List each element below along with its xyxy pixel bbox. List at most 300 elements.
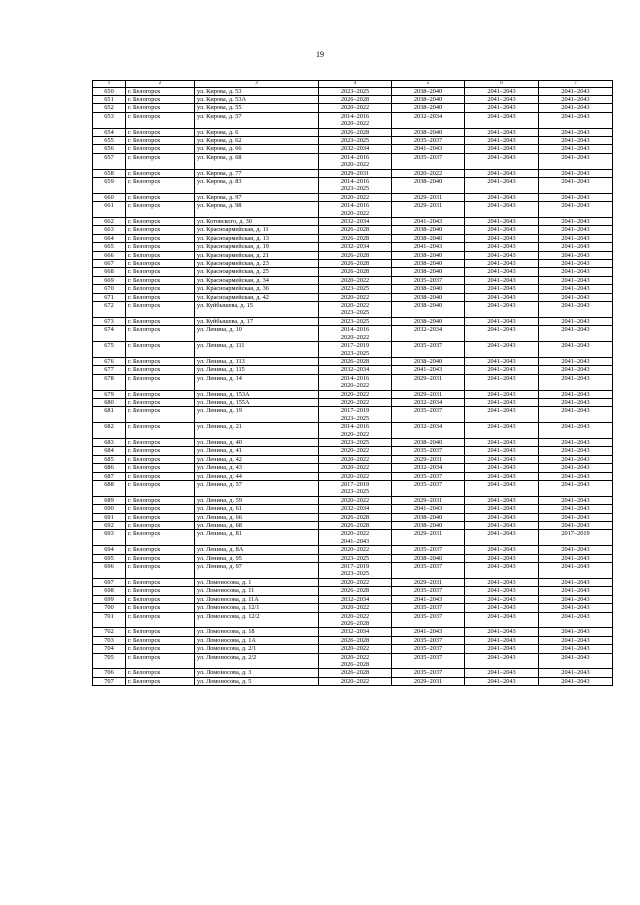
period-1-line: 2023–2025 [340,309,370,317]
address-cell: ул. Красноармейская, д. 34 [195,276,319,284]
period-1-line: 2032–2034 [340,218,370,225]
period-2-cell: 2041–2043 [392,366,465,374]
address-cell: ул. Красноармейская, д. 36 [195,285,319,293]
table-row [93,202,613,218]
period-3-cell: 2041–2043 [465,136,539,144]
address-cell: ул. Ломоносова, д. 11А [195,595,319,603]
period-3-cell: 2041–2043 [465,302,539,318]
row-number-cell: 690 [93,505,126,513]
period-2-cell: 2038–2040 [392,438,465,446]
row-number-cell: 691 [93,513,126,521]
city-cell: г. Белогорск [126,317,195,325]
city-cell: г. Белогорск [126,251,195,259]
period-3-cell: 2041–2043 [465,87,539,95]
column-number-5: 5 [392,81,465,88]
period-1-cell [319,563,392,579]
table-row [93,317,613,325]
row-number-cell: 688 [93,481,126,497]
city-cell: г. Белогорск [126,390,195,398]
row-number-cell: 676 [93,357,126,365]
period-2-cell: 2038–2040 [392,513,465,521]
column-number-1: 1 [93,81,126,88]
period-2-cell: 2038–2040 [392,177,465,193]
address-cell: ул. Красноармейская, д. 19 [195,243,319,251]
period-1-line: 2014–2016 [340,153,370,161]
period-4-cell: 2041–2043 [539,145,613,153]
address-cell: ул. Ленина, д. 43 [195,464,319,472]
period-1-line: 2026–2028 [340,268,370,276]
city-cell: г. Белогорск [126,260,195,268]
row-number-cell: 678 [93,374,126,390]
period-1-cell [319,578,392,586]
period-2-cell: 2035–2037 [392,276,465,284]
address-cell: ул. Кирова, д. 66 [195,145,319,153]
address-cell: ул. Ленина, д. 40 [195,438,319,446]
period-1-line: 2020–2022 [340,382,370,390]
row-number-cell: 664 [93,234,126,242]
city-cell: г. Белогорск [126,554,195,562]
table-row [93,251,613,259]
table-row [93,366,613,374]
city-cell: г. Белогорск [126,505,195,513]
period-1-line: 2014–2016 [340,177,370,185]
row-number-cell: 657 [93,153,126,169]
period-4-cell: 2041–2043 [539,136,613,144]
period-4-cell: 2041–2043 [539,587,613,595]
period-4-cell: 2041–2043 [539,645,613,653]
table-row [93,177,613,193]
period-1-line: 2020–2022 [340,398,370,406]
period-1-line: 2020–2022 [340,333,370,341]
period-3-cell: 2041–2043 [465,218,539,226]
table-row [93,293,613,301]
table-row [93,530,613,546]
period-4-cell: 2041–2043 [539,218,613,226]
address-cell: ул. Ломоносова, д. 1А [195,636,319,644]
period-1-cell [319,423,392,439]
period-4-cell: 2041–2043 [539,251,613,259]
city-cell: г. Белогорск [126,636,195,644]
period-4-cell: 2041–2043 [539,653,613,669]
period-2-cell: 2035–2037 [392,563,465,579]
period-1-cell [319,407,392,423]
city-cell: г. Белогорск [126,628,195,636]
city-cell: г. Белогорск [126,447,195,455]
table-row [93,595,613,603]
period-3-cell: 2041–2043 [465,595,539,603]
period-3-cell: 2041–2043 [465,390,539,398]
row-number-cell: 651 [93,95,126,103]
address-cell: ул. Ленина, д. 111 [195,342,319,358]
period-3-cell: 2041–2043 [465,645,539,653]
period-1-cell [319,112,392,128]
period-4-cell: 2041–2043 [539,366,613,374]
period-2-cell: 2035–2037 [392,447,465,455]
city-cell: г. Белогорск [126,481,195,497]
address-cell: ул. Ленина, д. 57 [195,481,319,497]
period-3-cell: 2041–2043 [465,513,539,521]
row-number-cell: 681 [93,407,126,423]
city-cell: г. Белогорск [126,587,195,595]
period-3-cell: 2041–2043 [465,604,539,612]
table-row [93,218,613,226]
row-number-cell: 684 [93,447,126,455]
period-1-cell [319,234,392,242]
address-cell: ул. Ленина, д. 42 [195,455,319,463]
period-3-cell: 2041–2043 [465,578,539,586]
address-cell: ул. Кирова, д. 6 [195,128,319,136]
city-cell: г. Белогорск [126,243,195,251]
period-3-cell: 2041–2043 [465,234,539,242]
period-4-cell: 2041–2043 [539,472,613,480]
period-1-cell [319,218,392,226]
period-1-cell [319,496,392,504]
period-4-cell: 2041–2043 [539,112,613,128]
city-cell: г. Белогорск [126,496,195,504]
city-cell: г. Белогорск [126,95,195,103]
period-1-cell [319,128,392,136]
city-cell: г. Белогорск [126,653,195,669]
row-number-cell: 696 [93,563,126,579]
period-2-cell: 2020–2022 [392,169,465,177]
period-2-cell: 2038–2040 [392,268,465,276]
period-3-cell: 2041–2043 [465,95,539,103]
period-1-line: 2020–2022 [340,193,370,201]
period-2-cell: 2038–2040 [392,226,465,234]
period-2-cell: 2029–2031 [392,496,465,504]
period-1-line: 2020–2022 [340,645,370,653]
period-4-cell: 2041–2043 [539,595,613,603]
row-number-cell: 703 [93,636,126,644]
row-number-cell: 699 [93,595,126,603]
period-1-cell [319,455,392,463]
address-cell: ул. Кирова, д. 53 [195,87,319,95]
period-4-cell: 2041–2043 [539,447,613,455]
period-3-cell: 2041–2043 [465,366,539,374]
city-cell: г. Белогорск [126,604,195,612]
period-1-line: 2026–2028 [340,619,370,627]
row-number-cell: 670 [93,285,126,293]
period-1-line: 2032–2034 [340,628,370,636]
period-4-cell: 2041–2043 [539,423,613,439]
period-1-line: 2026–2028 [340,95,370,103]
city-cell: г. Белогорск [126,513,195,521]
period-1-line: 2017–2019 [340,563,370,571]
period-1-cell [319,87,392,95]
table-row [93,505,613,513]
row-number-cell: 666 [93,251,126,259]
row-number-cell: 656 [93,145,126,153]
period-4-cell: 2041–2043 [539,243,613,251]
period-3-cell: 2041–2043 [465,145,539,153]
period-4-cell: 2041–2043 [539,612,613,628]
period-3-cell: 2041–2043 [465,357,539,365]
city-cell: г. Белогорск [126,302,195,318]
city-cell: г. Белогорск [126,87,195,95]
period-2-cell: 2038–2040 [392,251,465,259]
period-3-cell: 2041–2043 [465,628,539,636]
period-4-cell: 2041–2043 [539,677,613,685]
period-1-cell [319,276,392,284]
table-row [93,578,613,586]
period-3-cell: 2041–2043 [465,169,539,177]
address-cell: ул. Ленина, д. 113 [195,357,319,365]
period-1-cell [319,357,392,365]
address-cell: ул. Котовского, д. 30 [195,218,319,226]
period-1-line: 2020–2022 [340,430,370,438]
period-2-cell: 2041–2043 [392,145,465,153]
table-row [93,136,613,144]
period-2-cell: 2038–2040 [392,317,465,325]
period-3-cell: 2041–2043 [465,374,539,390]
address-cell: ул. Красноармейская, д. 13 [195,234,319,242]
row-number-cell: 653 [93,112,126,128]
period-3-cell: 2041–2043 [465,546,539,554]
period-3-cell: 2041–2043 [465,522,539,530]
address-cell: ул. Кирова, д. 77 [195,169,319,177]
city-cell: г. Белогорск [126,177,195,193]
row-number-cell: 701 [93,612,126,628]
period-1-cell [319,390,392,398]
address-cell: ул. Ленина, д. 41 [195,447,319,455]
period-1-cell [319,587,392,595]
period-4-cell: 2041–2043 [539,496,613,504]
address-cell: ул. Ломоносова, д. 1 [195,578,319,586]
city-cell: г. Белогорск [126,423,195,439]
period-1-cell [319,464,392,472]
period-3-cell: 2041–2043 [465,407,539,423]
period-1-line: 2032–2034 [340,243,370,251]
period-1-cell [319,293,392,301]
period-2-cell: 2035–2037 [392,653,465,669]
city-cell: г. Белогорск [126,145,195,153]
address-cell: ул. Ленина, д. 59 [195,496,319,504]
period-2-cell: 2041–2043 [392,505,465,513]
table-row [93,447,613,455]
period-1-line: 2023–2025 [340,488,370,496]
table-row [93,128,613,136]
row-number-cell: 692 [93,522,126,530]
table-row [93,612,613,628]
period-1-line: 2014–2016 [340,374,370,382]
period-1-line: 2023–2025 [340,554,370,562]
period-3-cell: 2041–2043 [465,153,539,169]
period-1-line: 2017–2019 [340,481,370,488]
period-2-cell: 2029–2031 [392,530,465,546]
period-1-cell [319,243,392,251]
period-1-cell [319,513,392,521]
address-cell: ул. Кирова, д. 83 [195,177,319,193]
table-row [93,472,613,480]
period-3-cell: 2041–2043 [465,326,539,342]
period-4-cell: 2041–2043 [539,636,613,644]
period-2-cell: 2032–2034 [392,326,465,342]
row-number-cell: 700 [93,604,126,612]
table-row [93,653,613,669]
period-1-line: 2023–2025 [340,285,370,293]
table-row [93,464,613,472]
row-number-cell: 662 [93,218,126,226]
city-cell: г. Белогорск [126,128,195,136]
period-2-cell: 2035–2037 [392,472,465,480]
table-row [93,374,613,390]
city-cell: г. Белогорск [126,612,195,628]
city-cell: г. Белогорск [126,112,195,128]
city-cell: г. Белогорск [126,645,195,653]
period-2-cell: 2038–2040 [392,302,465,318]
row-number-cell: 683 [93,438,126,446]
table-row [93,285,613,293]
table-row [93,169,613,177]
city-cell: г. Белогорск [126,285,195,293]
period-3-cell: 2041–2043 [465,177,539,193]
period-3-cell: 2041–2043 [465,636,539,644]
period-1-line: 2020–2022 [340,120,370,128]
period-1-line: 2026–2028 [340,669,370,677]
period-2-cell: 2041–2043 [392,218,465,226]
period-3-cell: 2041–2043 [465,112,539,128]
table-row [93,496,613,504]
table-row [93,153,613,169]
period-2-cell: 2029–2031 [392,390,465,398]
table-body [93,81,613,686]
period-1-line: 2023–2025 [340,414,370,422]
period-3-cell: 2041–2043 [465,455,539,463]
table-row [93,104,613,112]
period-3-cell: 2041–2043 [465,612,539,628]
city-cell: г. Белогорск [126,169,195,177]
period-4-cell: 2041–2043 [539,128,613,136]
row-number-cell: 668 [93,268,126,276]
table-row [93,645,613,653]
table-row [93,513,613,521]
period-4-cell: 2041–2043 [539,342,613,358]
period-1-cell [319,268,392,276]
address-cell: ул. Ленина, д. 8А [195,546,319,554]
period-1-cell [319,636,392,644]
column-number-7: 7 [539,81,613,88]
period-2-cell: 2029–2031 [392,202,465,218]
period-1-cell [319,595,392,603]
address-cell: ул. Ломоносова, д. 18 [195,628,319,636]
period-2-cell: 2038–2040 [392,285,465,293]
period-1-line: 2041–2043 [340,537,370,545]
row-number-cell: 686 [93,464,126,472]
row-number-cell: 660 [93,193,126,201]
table-row [93,302,613,318]
period-2-cell: 2032–2034 [392,398,465,406]
period-2-cell: 2029–2031 [392,374,465,390]
period-2-cell: 2029–2031 [392,677,465,685]
table-row [93,276,613,284]
period-1-cell [319,554,392,562]
row-number-cell: 704 [93,645,126,653]
period-1-line: 2017–2019 [340,342,370,350]
period-1-cell [319,677,392,685]
period-3-cell: 2041–2043 [465,505,539,513]
address-cell: ул. Ленина, д. 10 [195,326,319,342]
address-cell: ул. Кирова, д. 55 [195,104,319,112]
table-row [93,260,613,268]
period-1-cell [319,251,392,259]
period-4-cell: 2041–2043 [539,202,613,218]
address-cell: ул. Ломоносова, д. 2/1 [195,645,319,653]
row-number-cell: 706 [93,669,126,677]
address-cell: ул. Ленина, д. 153А [195,390,319,398]
row-number-cell: 673 [93,317,126,325]
period-1-line: 2032–2034 [340,595,370,603]
period-1-cell [319,374,392,390]
period-4-cell: 2041–2043 [539,326,613,342]
row-number-cell: 674 [93,326,126,342]
address-cell: ул. Кирова, д. 53А [195,95,319,103]
period-2-cell: 2041–2043 [392,243,465,251]
table-row [93,677,613,685]
address-cell: ул. Ленина, д. 14 [195,374,319,390]
period-2-cell: 2029–2031 [392,455,465,463]
row-number-cell: 675 [93,342,126,358]
period-4-cell: 2041–2043 [539,578,613,586]
table-row [93,604,613,612]
table-row [93,342,613,358]
period-1-line: 2023–2025 [340,349,370,357]
period-1-line: 2032–2034 [340,366,370,374]
period-1-cell [319,366,392,374]
period-2-cell: 2041–2043 [392,595,465,603]
row-number-cell: 687 [93,472,126,480]
period-1-cell [319,202,392,218]
period-1-line: 2017–2019 [340,407,370,415]
period-1-line: 2026–2028 [340,357,370,365]
period-3-cell: 2041–2043 [465,398,539,406]
address-cell: ул. Ленина, д. 44 [195,472,319,480]
address-cell: ул. Ленина, д. 66 [195,513,319,521]
period-1-line: 2026–2028 [340,251,370,259]
period-1-line: 2020–2022 [340,447,370,455]
period-1-cell [319,169,392,177]
period-4-cell: 2041–2043 [539,455,613,463]
period-4-cell: 2041–2043 [539,177,613,193]
period-2-cell: 2038–2040 [392,554,465,562]
period-1-line: 2023–2025 [340,136,370,144]
row-number-cell: 658 [93,169,126,177]
city-cell: г. Белогорск [126,374,195,390]
address-cell: ул. Ленина, д. 19 [195,407,319,423]
period-3-cell: 2041–2043 [465,251,539,259]
period-4-cell: 2041–2043 [539,628,613,636]
period-1-cell [319,342,392,358]
period-3-cell: 2041–2043 [465,496,539,504]
table-row [93,438,613,446]
period-4-cell: 2041–2043 [539,546,613,554]
period-2-cell: 2032–2034 [392,112,465,128]
period-1-line: 2014–2016 [340,202,370,210]
address-cell: ул. Ленина, д. 61 [195,505,319,513]
address-cell: ул. Красноармейская, д. 25 [195,268,319,276]
address-cell: ул. Ломоносова, д. 12/1 [195,604,319,612]
period-4-cell: 2041–2043 [539,302,613,318]
row-number-cell: 680 [93,398,126,406]
period-1-line: 2020–2022 [340,677,370,685]
period-1-cell [319,326,392,342]
period-1-cell [319,530,392,546]
period-3-cell: 2041–2043 [465,202,539,218]
city-cell: г. Белогорск [126,293,195,301]
row-number-cell: 667 [93,260,126,268]
city-cell: г. Белогорск [126,357,195,365]
address-cell: ул. Красноармейская, д. 42 [195,293,319,301]
period-2-cell: 2038–2040 [392,357,465,365]
